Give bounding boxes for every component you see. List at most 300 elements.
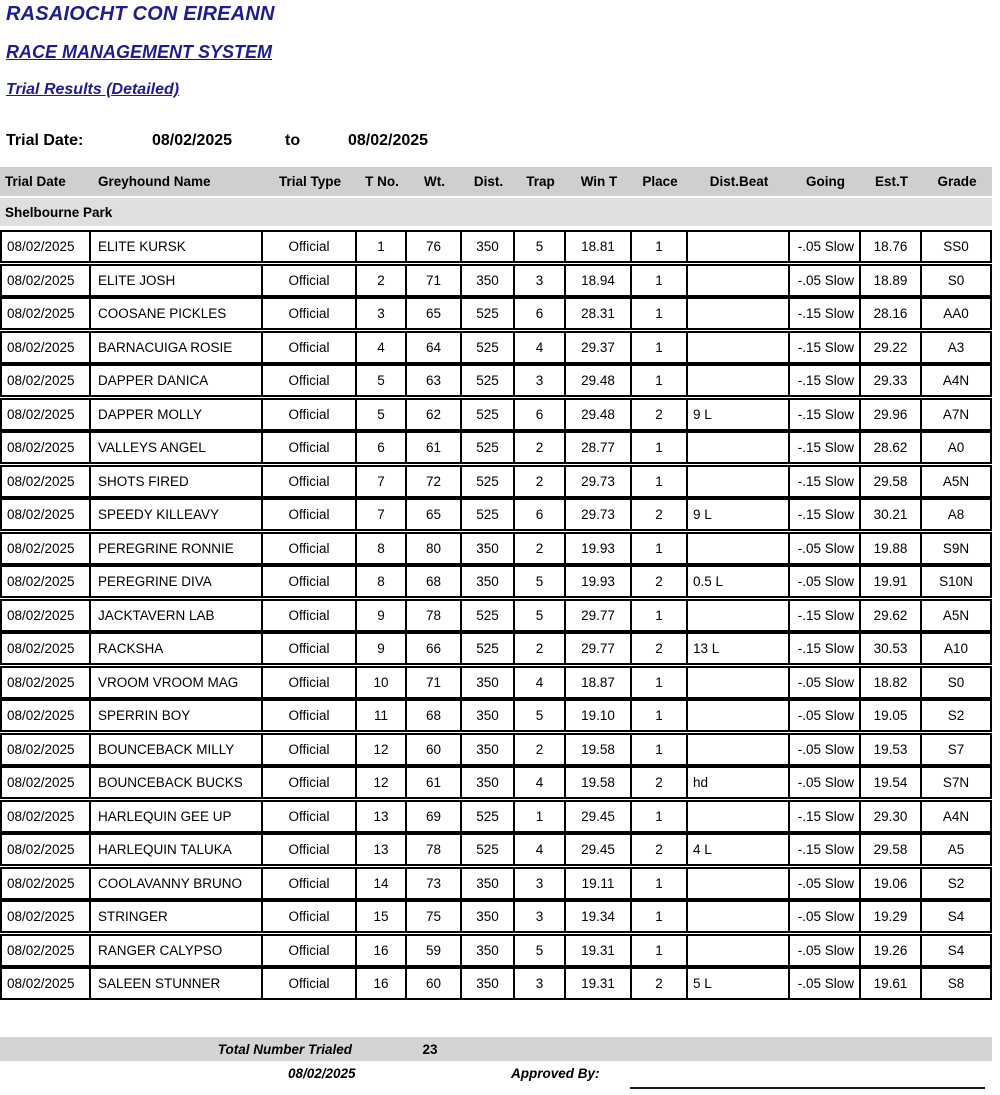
table-cell: 525 — [462, 500, 515, 529]
table-cell: 350 — [462, 902, 515, 931]
table-cell: RANGER CALYPSO — [91, 936, 263, 965]
table-cell: 1 — [632, 701, 688, 730]
table-cell: 3 — [515, 366, 566, 395]
table-cell: SPERRIN BOY — [91, 701, 263, 730]
table-cell — [688, 601, 790, 630]
table-cell: 2 — [632, 835, 688, 864]
table-cell — [688, 333, 790, 362]
table-row — [0, 632, 992, 665]
table-cell: PEREGRINE RONNIE — [91, 534, 263, 563]
table-cell: 1 — [632, 266, 688, 295]
table-cell: 525 — [462, 601, 515, 630]
table-cell: 63 — [407, 366, 462, 395]
table-cell: 19.10 — [566, 701, 632, 730]
table-cell: 08/02/2025 — [2, 433, 91, 462]
table-cell: 19.26 — [861, 936, 922, 965]
table-cell: COOSANE PICKLES — [91, 299, 263, 328]
table-cell: 73 — [407, 869, 462, 898]
table-row — [0, 498, 992, 531]
table-cell: -.15 Slow — [790, 802, 861, 831]
table-cell: 2 — [632, 500, 688, 529]
table-cell: SPEEDY KILLEAVY — [91, 500, 263, 529]
table-cell: 19.61 — [861, 969, 922, 998]
table-cell: DAPPER MOLLY — [91, 400, 263, 429]
table-cell: 1 — [632, 936, 688, 965]
trial-date-from: 08/02/2025 — [152, 132, 233, 149]
trial-date-to-word: to — [285, 132, 301, 149]
trial-date-line — [0, 132, 1000, 154]
table-cell: 29.73 — [566, 500, 632, 529]
table-row — [0, 967, 992, 1000]
table-cell: 08/02/2025 — [2, 534, 91, 563]
table-cell: 13 — [357, 802, 407, 831]
org-title: RASAIOCHT CON EIREANN — [6, 3, 275, 25]
table-cell: -.15 Slow — [790, 601, 861, 630]
table-cell: -.15 Slow — [790, 366, 861, 395]
column-header-row — [0, 167, 992, 196]
table-cell — [688, 902, 790, 931]
table-cell — [688, 366, 790, 395]
table-cell: A5 — [947, 842, 965, 857]
table-cell: 1 — [632, 232, 688, 261]
table-cell: 28.31 — [566, 299, 632, 328]
table-cell: 525 — [462, 634, 515, 663]
table-cell: 60 — [407, 969, 462, 998]
table-cell: 19.34 — [566, 902, 632, 931]
table-cell: 3 — [515, 266, 566, 295]
table-cell: 19.88 — [861, 534, 922, 563]
column-header-trial-date: Trial Date — [5, 174, 66, 189]
column-header-trap: Trap — [526, 174, 555, 189]
table-cell: 29.96 — [861, 400, 922, 429]
table-cell: 4 — [515, 768, 566, 797]
table-cell: -.05 Slow — [790, 232, 861, 261]
table-cell — [688, 735, 790, 764]
table-row — [0, 900, 992, 933]
table-cell: Official — [263, 701, 357, 730]
table-cell: Official — [263, 232, 357, 261]
table-row — [0, 699, 992, 732]
table-cell: 29.22 — [861, 333, 922, 362]
column-header-greyhound-name: Greyhound Name — [98, 174, 211, 189]
table-row — [0, 431, 992, 464]
table-cell: 71 — [407, 668, 462, 697]
table-cell: 2 — [632, 567, 688, 596]
table-cell: -.15 Slow — [790, 433, 861, 462]
table-cell: 350 — [462, 969, 515, 998]
table-row — [0, 599, 992, 632]
table-cell — [688, 668, 790, 697]
table-cell: 19.31 — [566, 936, 632, 965]
table-cell: 19.93 — [566, 534, 632, 563]
table-cell: 16 — [357, 936, 407, 965]
table-cell: 18.87 — [566, 668, 632, 697]
track-name: Shelbourne Park — [5, 204, 113, 220]
table-cell: 5 — [357, 366, 407, 395]
table-cell: 1 — [632, 869, 688, 898]
table-cell: A8 — [947, 507, 965, 522]
table-cell: JACKTAVERN LAB — [91, 601, 263, 630]
table-cell: RACKSHA — [91, 634, 263, 663]
table-cell: 19.91 — [861, 567, 922, 596]
table-cell: 3 — [515, 869, 566, 898]
table-cell: 3 — [515, 969, 566, 998]
table-cell: 08/02/2025 — [2, 668, 91, 697]
table-cell: 350 — [462, 668, 515, 697]
table-cell: BOUNCEBACK MILLY — [91, 735, 263, 764]
table-row — [0, 934, 992, 967]
table-row — [0, 230, 992, 263]
table-cell: 9 L — [688, 500, 790, 529]
table-cell: -.15 Slow — [790, 299, 861, 328]
track-group-header — [0, 198, 992, 226]
table-cell: S8 — [947, 976, 965, 991]
approval-line — [0, 1066, 1000, 1086]
table-cell: A5N — [942, 473, 970, 489]
table-cell: HARLEQUIN GEE UP — [91, 802, 263, 831]
table-cell: 08/02/2025 — [2, 567, 91, 596]
table-cell: 08/02/2025 — [2, 232, 91, 261]
table-row — [0, 800, 992, 833]
table-cell: 525 — [462, 299, 515, 328]
table-cell: 350 — [462, 936, 515, 965]
table-cell: Official — [263, 735, 357, 764]
table-cell: Official — [263, 835, 357, 864]
table-cell: COOLAVANNY BRUNO — [91, 869, 263, 898]
table-cell: -.05 Slow — [790, 768, 861, 797]
table-cell: A3 — [947, 339, 965, 355]
table-cell: 60 — [407, 735, 462, 764]
table-cell: Official — [263, 869, 357, 898]
table-cell: Official — [263, 634, 357, 663]
table-cell: 6 — [357, 433, 407, 462]
table-cell: 19.11 — [566, 869, 632, 898]
table-cell: 59 — [407, 936, 462, 965]
table-cell: 9 — [357, 601, 407, 630]
table-cell: S7 — [947, 741, 965, 757]
table-cell — [688, 232, 790, 261]
table-cell: 18.81 — [566, 232, 632, 261]
table-cell: 1 — [632, 902, 688, 931]
table-cell: 3 — [357, 299, 407, 328]
table-cell: 08/02/2025 — [2, 936, 91, 965]
table-cell — [688, 467, 790, 496]
system-title: RACE MANAGEMENT SYSTEM — [6, 42, 273, 62]
table-cell: 5 — [357, 400, 407, 429]
table-cell: 19.58 — [566, 735, 632, 764]
table-cell: 1 — [632, 534, 688, 563]
table-cell: 08/02/2025 — [2, 969, 91, 998]
table-cell: 30.53 — [861, 634, 922, 663]
table-cell: 08/02/2025 — [2, 701, 91, 730]
table-cell: 29.33 — [861, 366, 922, 395]
table-cell: 62 — [407, 400, 462, 429]
table-cell: 350 — [462, 768, 515, 797]
table-cell: 08/02/2025 — [2, 500, 91, 529]
table-cell: 8 — [357, 534, 407, 563]
table-cell: 1 — [632, 333, 688, 362]
table-cell: 525 — [462, 400, 515, 429]
table-cell: 2 — [357, 266, 407, 295]
table-cell: DAPPER DANICA — [91, 366, 263, 395]
table-cell: SS0 — [943, 239, 969, 254]
table-cell: 08/02/2025 — [2, 266, 91, 295]
table-cell: 28.16 — [861, 299, 922, 328]
table-cell: 12 — [357, 768, 407, 797]
table-cell: 4 — [515, 835, 566, 864]
table-cell — [688, 299, 790, 328]
table-cell: S0 — [947, 272, 965, 288]
table-row — [0, 565, 992, 598]
table-cell — [688, 936, 790, 965]
column-header-grade: Grade — [937, 174, 977, 189]
table-cell: 29.73 — [566, 467, 632, 496]
table-cell: 08/02/2025 — [2, 835, 91, 864]
table-cell: 2 — [515, 534, 566, 563]
table-cell: 65 — [407, 299, 462, 328]
table-cell: 1 — [632, 366, 688, 395]
table-cell: 11 — [357, 701, 407, 730]
table-row — [0, 766, 992, 799]
table-cell: 71 — [407, 266, 462, 295]
table-cell: 350 — [462, 735, 515, 764]
table-cell: Official — [263, 500, 357, 529]
table-cell: A4N — [942, 808, 970, 824]
table-cell: 19.31 — [566, 969, 632, 998]
table-cell: 29.30 — [861, 802, 922, 831]
table-row — [0, 833, 992, 866]
table-cell: 08/02/2025 — [2, 902, 91, 931]
table-cell: Official — [263, 936, 357, 965]
table-cell: PEREGRINE DIVA — [91, 567, 263, 596]
table-cell: STRINGER — [91, 902, 263, 931]
table-cell: S2 — [947, 875, 965, 891]
table-cell: 12 — [357, 735, 407, 764]
table-cell: 6 — [515, 500, 566, 529]
table-cell: 7 — [357, 467, 407, 496]
table-cell: 2 — [515, 634, 566, 663]
table-cell — [688, 534, 790, 563]
table-cell: A7N — [942, 406, 970, 422]
column-header-trial-type: Trial Type — [278, 174, 342, 189]
table-cell: 65 — [407, 500, 462, 529]
table-cell: 19.06 — [861, 869, 922, 898]
table-cell: 08/02/2025 — [2, 299, 91, 328]
table-cell: 29.48 — [566, 366, 632, 395]
table-cell: Official — [263, 400, 357, 429]
table-cell: SALEEN STUNNER — [91, 969, 263, 998]
table-cell — [688, 869, 790, 898]
report-title: Trial Results (Detailed) — [6, 81, 180, 98]
table-cell: 72 — [407, 467, 462, 496]
table-cell: 08/02/2025 — [2, 467, 91, 496]
table-row — [0, 532, 992, 565]
table-row — [0, 733, 992, 766]
table-cell: -.15 Slow — [790, 400, 861, 429]
table-cell: 18.94 — [566, 266, 632, 295]
table-cell: 28.77 — [566, 433, 632, 462]
table-cell: Official — [263, 601, 357, 630]
table-cell: 68 — [407, 567, 462, 596]
table-cell: -.05 Slow — [790, 869, 861, 898]
table-cell: 80 — [407, 534, 462, 563]
table-cell: 1 — [632, 802, 688, 831]
table-cell: 78 — [407, 601, 462, 630]
table-cell: Official — [263, 534, 357, 563]
table-cell: 525 — [462, 835, 515, 864]
table-cell: Official — [263, 768, 357, 797]
table-cell: 29.45 — [566, 835, 632, 864]
table-cell: 9 L — [688, 400, 790, 429]
table-cell: 525 — [462, 366, 515, 395]
table-cell: 7 — [357, 500, 407, 529]
table-cell — [688, 802, 790, 831]
table-cell: 350 — [462, 701, 515, 730]
table-cell: -.05 Slow — [790, 701, 861, 730]
signature-line — [630, 1087, 985, 1089]
table-cell: -.05 Slow — [790, 735, 861, 764]
table-cell: 69 — [407, 802, 462, 831]
table-row — [0, 297, 992, 330]
table-cell: Official — [263, 567, 357, 596]
table-cell: 525 — [462, 467, 515, 496]
table-cell: 78 — [407, 835, 462, 864]
total-trialed-value: 23 — [422, 1041, 438, 1057]
table-cell: 29.48 — [566, 400, 632, 429]
table-cell: 3 — [515, 902, 566, 931]
table-cell: -.05 Slow — [790, 902, 861, 931]
table-cell: 4 — [357, 333, 407, 362]
table-cell: Official — [263, 668, 357, 697]
table-cell: 19.54 — [861, 768, 922, 797]
table-cell: AA0 — [943, 306, 969, 321]
table-row — [0, 331, 992, 364]
table-cell: 525 — [462, 802, 515, 831]
table-cell: 1 — [357, 232, 407, 261]
table-cell: 76 — [407, 232, 462, 261]
table-cell: 525 — [462, 333, 515, 362]
table-cell: A4N — [942, 373, 970, 388]
table-cell — [688, 433, 790, 462]
table-cell: Official — [263, 802, 357, 831]
table-cell: 28.62 — [861, 433, 922, 462]
table-row — [0, 364, 992, 397]
table-cell: 1 — [515, 802, 566, 831]
table-cell: BOUNCEBACK BUCKS — [91, 768, 263, 797]
table-cell: 29.62 — [861, 601, 922, 630]
table-cell: 16 — [357, 969, 407, 998]
table-cell: 66 — [407, 634, 462, 663]
table-row — [0, 666, 992, 699]
total-trialed-label: Total Number Trialed — [217, 1041, 352, 1057]
table-cell: 8 — [357, 567, 407, 596]
table-cell: Official — [263, 299, 357, 328]
table-cell: 08/02/2025 — [2, 400, 91, 429]
table-cell: 5 — [515, 601, 566, 630]
table-cell: ELITE JOSH — [91, 266, 263, 295]
table-cell: 61 — [407, 433, 462, 462]
table-cell: 5 — [515, 936, 566, 965]
table-cell: hd — [688, 768, 790, 797]
table-cell: S4 — [947, 942, 965, 958]
table-cell: 13 L — [688, 634, 790, 663]
table-cell: 29.37 — [566, 333, 632, 362]
table-cell: 08/02/2025 — [2, 735, 91, 764]
table-cell: Official — [263, 366, 357, 395]
trial-date-to: 08/02/2025 — [348, 132, 429, 149]
table-cell: 6 — [515, 400, 566, 429]
table-cell: 4 L — [688, 835, 790, 864]
table-cell: 350 — [462, 266, 515, 295]
approved-by-label: Approved By: — [511, 1066, 600, 1081]
table-cell: 2 — [632, 400, 688, 429]
table-cell: VALLEYS ANGEL — [91, 433, 263, 462]
column-header-wt: Wt. — [424, 174, 445, 189]
table-cell: 29.45 — [566, 802, 632, 831]
table-cell: 15 — [357, 902, 407, 931]
column-header-dist-beat: Dist.Beat — [709, 174, 769, 189]
table-cell: 350 — [462, 534, 515, 563]
table-cell: 2 — [632, 634, 688, 663]
table-row — [0, 398, 992, 431]
table-cell: 2 — [515, 467, 566, 496]
table-cell: 10 — [357, 668, 407, 697]
table-cell: S10N — [939, 574, 973, 589]
table-cell: 08/02/2025 — [2, 869, 91, 898]
table-cell: 4 — [515, 668, 566, 697]
table-cell: 29.58 — [861, 835, 922, 864]
column-header-win-t: Win T — [580, 174, 618, 189]
table-cell: 1 — [632, 735, 688, 764]
table-cell: VROOM VROOM MAG — [91, 668, 263, 697]
report-date: 08/02/2025 — [288, 1066, 356, 1081]
table-cell: -.05 Slow — [790, 936, 861, 965]
column-header-place: Place — [642, 174, 678, 189]
table-cell: Official — [263, 266, 357, 295]
column-header-dist: Dist. — [473, 174, 504, 189]
table-cell: SHOTS FIRED — [91, 467, 263, 496]
table-cell: Official — [263, 467, 357, 496]
table-cell: 1 — [632, 601, 688, 630]
table-cell: -.15 Slow — [790, 500, 861, 529]
table-cell: 19.58 — [566, 768, 632, 797]
table-cell: 1 — [632, 668, 688, 697]
table-cell: 18.76 — [861, 232, 922, 261]
table-cell: Official — [263, 333, 357, 362]
table-cell: ELITE KURSK — [91, 232, 263, 261]
table-cell: 13 — [357, 835, 407, 864]
table-cell: 14 — [357, 869, 407, 898]
table-cell: -.15 Slow — [790, 467, 861, 496]
table-cell: 5 L — [688, 969, 790, 998]
table-cell: 18.82 — [861, 668, 922, 697]
table-cell — [688, 266, 790, 295]
table-cell: 19.53 — [861, 735, 922, 764]
table-cell: 6 — [515, 299, 566, 328]
table-cell: 08/02/2025 — [2, 333, 91, 362]
table-cell: 08/02/2025 — [2, 634, 91, 663]
table-cell: A5N — [942, 607, 970, 623]
table-cell: 29.77 — [566, 634, 632, 663]
table-row — [0, 465, 992, 498]
table-cell: 18.89 — [861, 266, 922, 295]
table-cell: -.05 Slow — [790, 668, 861, 697]
table-cell: HARLEQUIN TALUKA — [91, 835, 263, 864]
table-cell: 08/02/2025 — [2, 601, 91, 630]
table-cell: 08/02/2025 — [2, 768, 91, 797]
table-row — [0, 867, 992, 900]
table-cell: Official — [263, 433, 357, 462]
